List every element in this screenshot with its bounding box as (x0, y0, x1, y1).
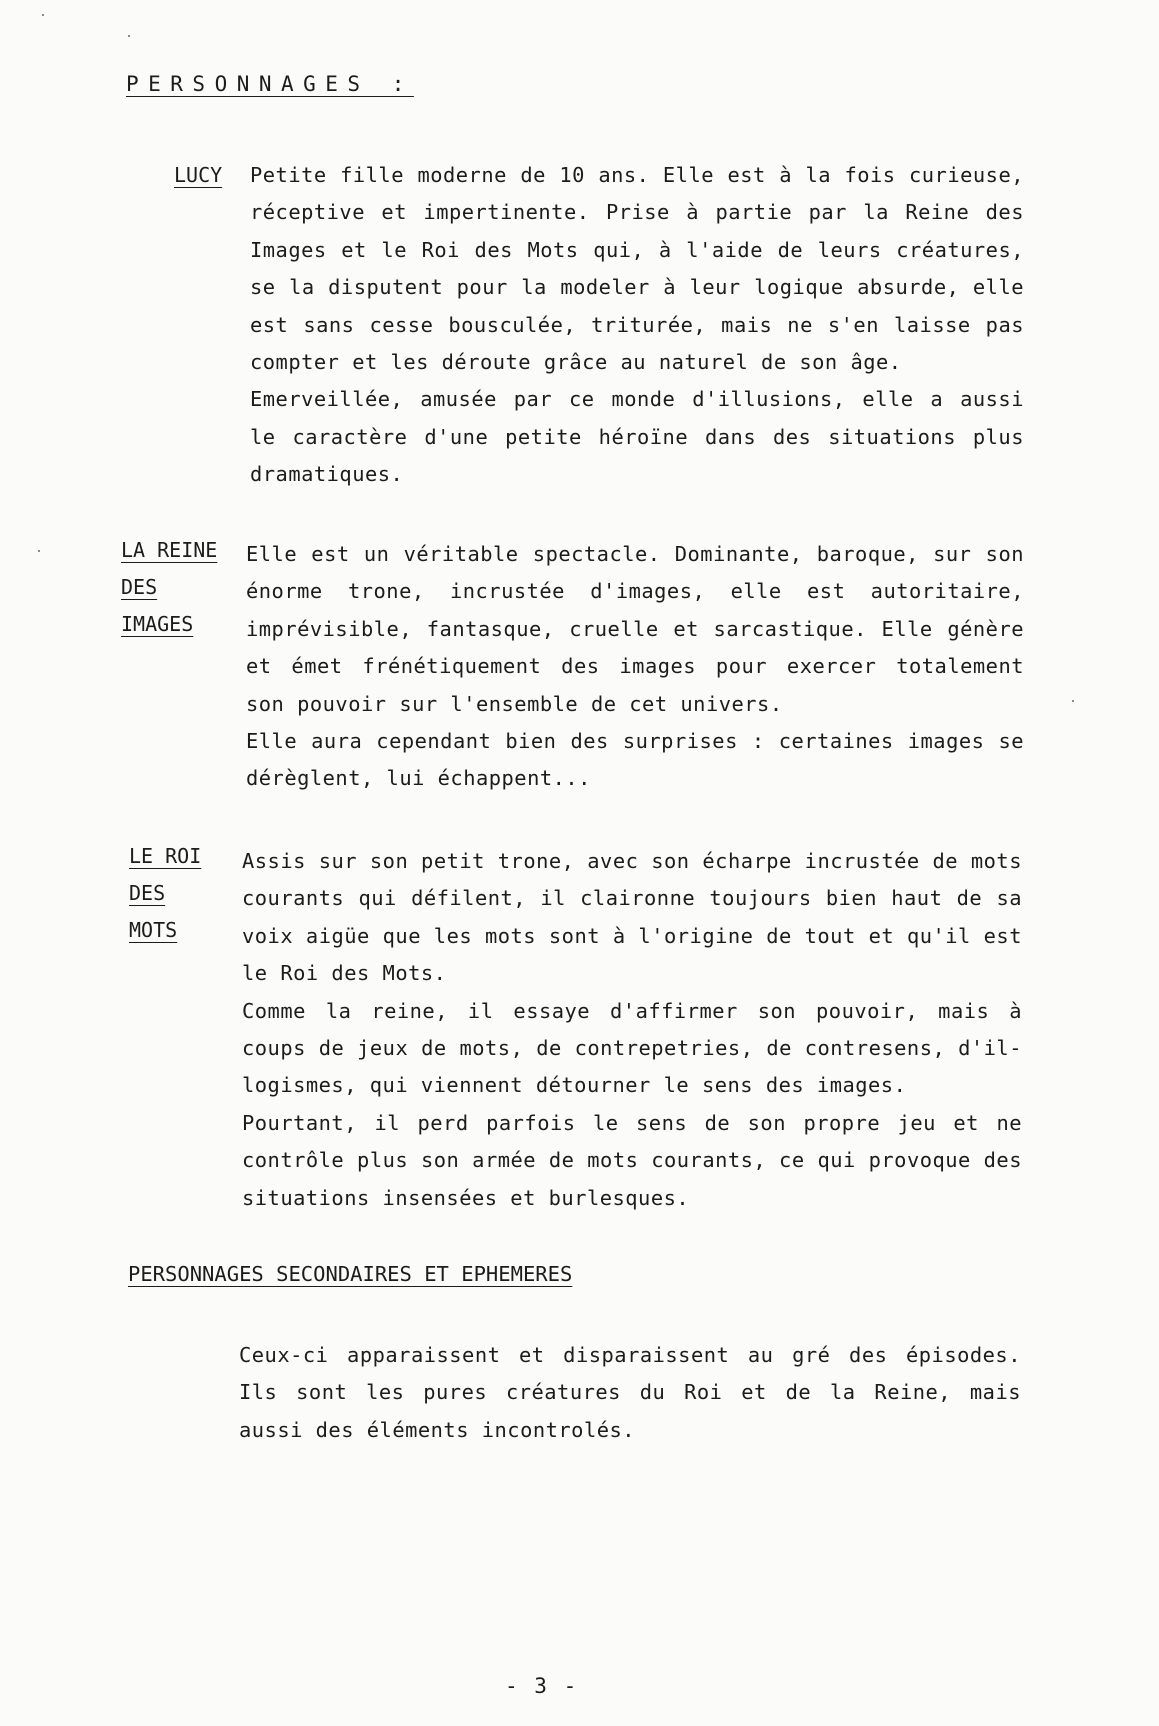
character-name-roi (129, 838, 239, 949)
description-paragraph: Assis sur son petit trone, avec son écharpe incrustée de mots courants qui défilent, il claironne toujours bien haut de sa voix aigüe que les mots sont à l'origine de tout et qu'il est le Roi des Mots. (242, 849, 1022, 986)
description-paragraph: Elle est un véritable spectacle. Dominante, baroque, sur son énorme trone, incrustée d'images, elle est autoritaire, imprévisible, fantasque, cruelle et sarcastique. Elle génère et émet frénétiquement des images pour exercer totalement son pouvoir sur l'ensemble de cet univers. (246, 542, 1024, 716)
description-paragraph: Ceux-ci apparaissent et disparaissent au gré des épisodes. Ils sont les pures créatures du Roi et de la Reine, mais aussi des éléments incontrolés. (239, 1343, 1021, 1442)
character-description-lucy (250, 157, 1024, 494)
character-name-reine (121, 532, 231, 643)
description-paragraph: Petite fille moderne de 10 ans. Elle est à la fois curieuse, réceptive et impertinente. Prise à partie par la Reine des Images et le Roi des Mots qui, à l'aide de leurs créatures, se la disputent pour la modeler à leur logique absurde, elle est sans cesse bousculée, triturée, mais ne s'en laisse pas compter et les déroute grâce au naturel de son âge. (250, 163, 1024, 375)
description-paragraph: Pourtant, il perd parfois le sens de son propre jeu et ne contrôle plus son armée de mots courants, ce qui provoque des situations insensées et burlesques. (242, 1110, 1022, 1210)
secondary-description (239, 1337, 1021, 1449)
character-name-line: MOTS (129, 918, 178, 942)
description-paragraph: Comme la reine, il essaye d'affirmer son pouvoir, mais à coups de jeux de mots, de contrepetries, de contresens, d'il-logismes, qui viennent détourner le sens des images. (242, 998, 1022, 1098)
character-name-line: LA REINE (121, 538, 218, 562)
character-name-line: LE ROI (129, 844, 202, 868)
speck (128, 35, 130, 37)
page-number: - 3 - (505, 1674, 579, 1698)
description-paragraph: Elle aura cependant bien des surprises : certaines images se dérèglent, lui échappent... (246, 729, 1024, 791)
character-description-reine (246, 536, 1024, 798)
character-description-roi (242, 843, 1022, 1217)
section-heading-secondary: PERSONNAGES SECONDAIRES ET EPHEMERES (128, 1262, 573, 1286)
character-name-line: IMAGES (121, 612, 194, 636)
character-name-line: DES (129, 881, 166, 905)
page-title: PERSONNAGES : (126, 72, 414, 96)
description-paragraph: Emerveillée, amusée par ce monde d'illusions, elle a aussi le caractère d'une petite héroïne dans des situations plus dramatiques. (250, 387, 1024, 487)
speck (38, 550, 40, 552)
speck (1072, 700, 1074, 702)
character-name-line: LUCY (174, 163, 223, 187)
speck (42, 14, 44, 16)
character-name-line: DES (121, 575, 158, 599)
